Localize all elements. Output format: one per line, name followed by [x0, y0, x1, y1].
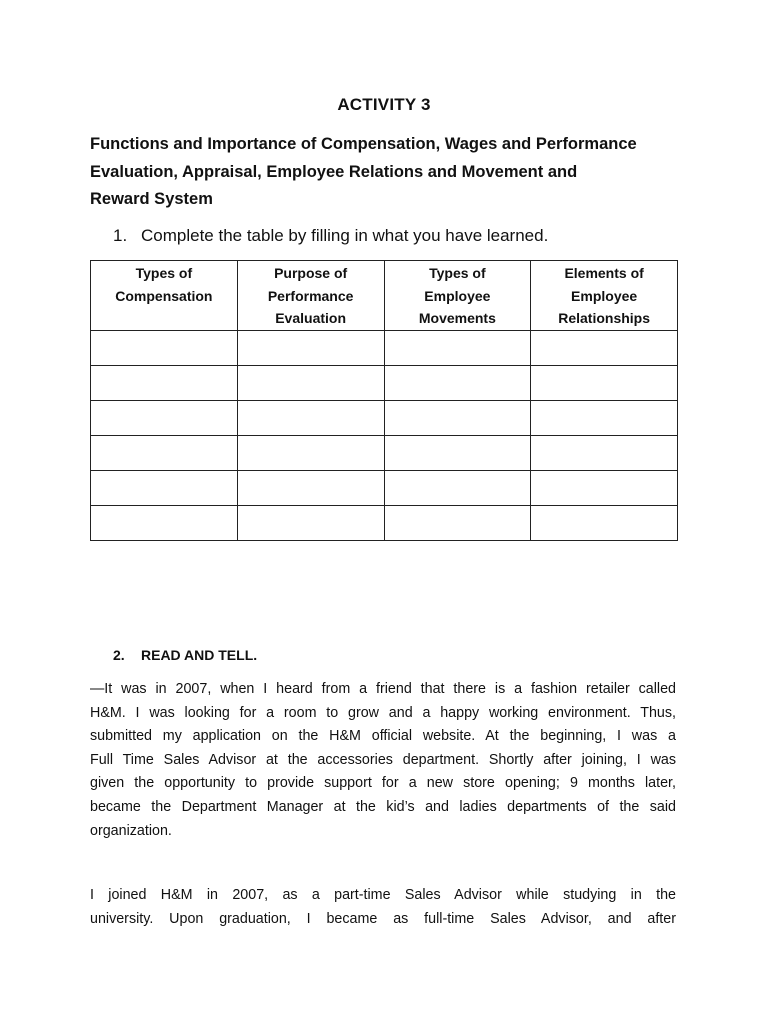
header-elements-of-employee-relationships	[531, 261, 678, 331]
table-cell[interactable]	[91, 435, 238, 470]
header-text: Employee	[424, 287, 491, 304]
paragraph-line: submitted my application on the H&M official website. At the beginning, I was a	[90, 728, 676, 745]
table-row	[91, 365, 678, 400]
paragraph-line: given the opportunity to provide support for a new store opening; 9 months later,	[90, 775, 676, 792]
header-text: Compensation	[115, 287, 213, 304]
table-cell[interactable]	[531, 505, 678, 540]
table-row	[91, 435, 678, 470]
paragraph-line: organization.	[90, 822, 172, 839]
heading-line: Evaluation, Appraisal, Employee Relations and Movement and	[90, 162, 578, 181]
header-text: Performance	[267, 287, 354, 304]
table-cell[interactable]	[384, 400, 531, 435]
table-cell[interactable]	[91, 505, 238, 540]
table-cell[interactable]	[237, 330, 384, 365]
table-cell[interactable]	[531, 330, 678, 365]
table-row	[91, 400, 678, 435]
header-text: Evaluation	[275, 310, 347, 326]
activity-heading	[90, 131, 690, 214]
table-cell[interactable]	[531, 400, 678, 435]
paragraph-line: I joined H&M in 2007, as a part-time Sales Advisor while studying in the	[90, 887, 676, 903]
table-cell[interactable]	[91, 330, 238, 365]
table-cell[interactable]	[531, 470, 678, 505]
table-cell[interactable]	[384, 330, 531, 365]
table-cell[interactable]	[384, 505, 531, 540]
header-types-of-employee-movements	[384, 261, 531, 331]
activity-table	[90, 260, 678, 541]
question-1-number: 1.	[113, 226, 128, 245]
table-cell[interactable]	[237, 470, 384, 505]
table-cell[interactable]	[91, 400, 238, 435]
heading-line: Functions and Importance of Compensation, Wages and Performance	[90, 135, 637, 153]
paragraph-line: became the Department Manager at the kid’s and ladies departments of the said	[90, 798, 676, 815]
table-cell[interactable]	[384, 365, 531, 400]
paragraph-line: H&M. I was looking for a room to grow and a happy working environment. Thus,	[90, 704, 676, 721]
table-row	[91, 330, 678, 365]
question-2	[113, 647, 257, 663]
header-text: Types of	[135, 265, 193, 281]
header-text: Employee	[571, 287, 638, 304]
table-cell[interactable]	[237, 365, 384, 400]
paragraph-line: —It was in 2007, when I heard from a friend that there is a fashion retailer called	[90, 681, 676, 697]
table-cell[interactable]	[237, 400, 384, 435]
table-cell[interactable]	[531, 365, 678, 400]
table-cell[interactable]	[531, 435, 678, 470]
paragraph-line: university. Upon graduation, I became as full-time Sales Advisor, and after	[90, 910, 676, 927]
table-cell[interactable]	[384, 470, 531, 505]
question-1-text: Complete the table by filling in what you have learned.	[141, 226, 549, 245]
table-cell[interactable]	[91, 365, 238, 400]
question-1	[113, 226, 548, 246]
activity-title: ACTIVITY 3	[337, 95, 431, 114]
table-cell[interactable]	[237, 505, 384, 540]
question-2-text: READ AND TELL.	[141, 647, 258, 663]
header-text: Purpose of	[274, 265, 348, 281]
table-row	[91, 505, 678, 540]
table-cell[interactable]	[91, 470, 238, 505]
table-row	[91, 470, 678, 505]
header-types-of-compensation	[91, 261, 238, 331]
header-text: Types of	[429, 265, 486, 281]
question-2-number: 2.	[113, 647, 125, 663]
header-text: Elements of	[564, 265, 644, 281]
header-text: Relationships	[558, 310, 651, 326]
table-header-row	[91, 261, 678, 331]
table-cell[interactable]	[384, 435, 531, 470]
header-text: Movements	[418, 310, 496, 326]
heading-line: Reward System	[90, 190, 213, 208]
story-paragraph-2	[90, 884, 676, 931]
table-cell[interactable]	[237, 435, 384, 470]
paragraph-line: Full Time Sales Advisor at the accessories department. Shortly after joining, I was	[90, 751, 676, 768]
story-paragraph-1	[90, 678, 676, 843]
header-purpose-of-performance-evaluation	[237, 261, 384, 331]
